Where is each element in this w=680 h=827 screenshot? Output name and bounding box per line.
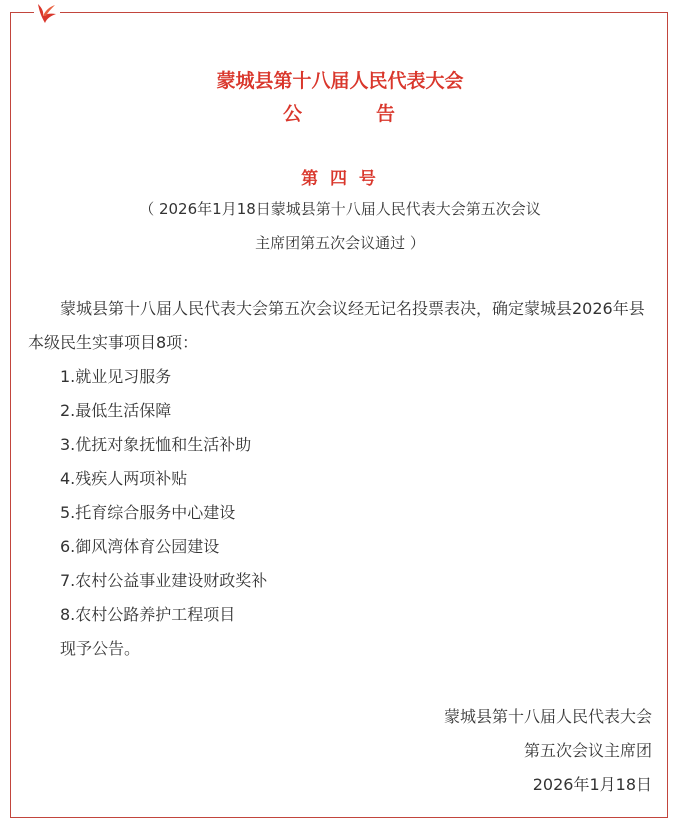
list-item: 3.优抚对象抚恤和生活补助 (60, 435, 252, 454)
signature-date: 2026年1月18日 (532, 775, 652, 794)
adoption-note-line2: 主席团第五次会议通过 ） (255, 234, 425, 252)
closing-line: 现予公告。 (60, 639, 141, 658)
list-item: 7.农村公益事业建设财政奖补 (60, 571, 268, 590)
notice-number: 第 四 号 (301, 169, 379, 189)
list-item: 8.农村公路养护工程项目 (60, 605, 236, 624)
bird-flag-icon (34, 2, 60, 24)
body-paragraph-text: 蒙城县第十八届人民代表大会第五次会议经无记名投票表决，确定蒙城县2026年县本级民生实事项目8项： (28, 299, 645, 352)
signature-body: 第五次会议主席团 (523, 741, 652, 760)
list-item: 4.残疾人两项补贴 (60, 469, 188, 488)
list-item: 1.就业见习服务 (60, 367, 172, 386)
adoption-note-line1: （ 2026年1月18日蒙城县第十八届人民代表大会第五次会议 (139, 200, 541, 218)
list-item: 5.托育综合服务中心建设 (60, 503, 236, 522)
signature-org: 蒙城县第十八届人民代表大会 (443, 707, 652, 726)
subtitle-char-1: 公 (282, 103, 304, 125)
list-item: 6.御风湾体育公园建设 (60, 537, 220, 556)
body-paragraph (28, 292, 656, 360)
notice-subtitle (0, 99, 680, 126)
subtitle-char-2: 告 (376, 103, 398, 125)
project-list (60, 360, 267, 632)
notice-title: 蒙城县第十八届人民代表大会 (216, 70, 464, 92)
list-item: 2.最低生活保障 (60, 401, 172, 420)
